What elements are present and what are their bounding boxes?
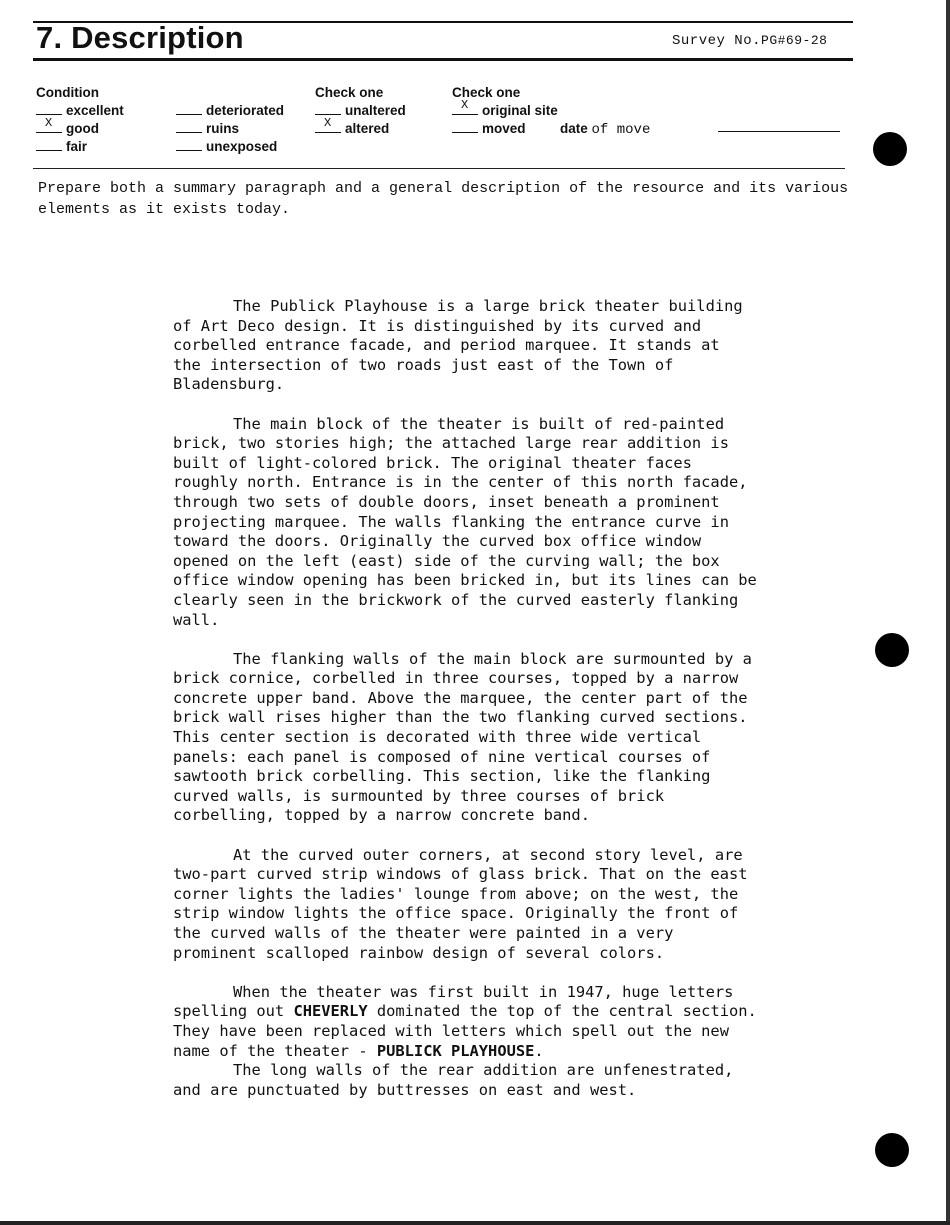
label-unaltered: unaltered — [345, 103, 406, 118]
blank-line — [36, 116, 62, 133]
checkbox-ruins[interactable] — [176, 121, 239, 136]
blank-line — [176, 122, 202, 133]
binder-hole-top — [873, 132, 907, 166]
blank-line — [176, 140, 202, 151]
paragraph-3: The flanking walls of the main block are surmounted by a brick cornice, corbelled in three courses, topped by a narrow concrete upper band. Above the marquee, the center part of the brick wall rises higher than the two flanking curved sections. This center section is decorated with three wide vertical panels: each panel is composed of nine vertical courses of sawtooth brick corbelling. This section, like the flanking curved walls, is surmounted by three courses of brick corbelling, topped by a narrow concrete band. — [173, 649, 752, 825]
p5-text-end: . — [534, 1041, 544, 1060]
instructions: Prepare both a summary paragraph and a general description of the resource and its various elements as it exists today. — [38, 180, 849, 218]
p5-text-start: When the theater was first built in 1947, huge letters spelling out — [173, 982, 734, 1021]
blank-line — [315, 116, 341, 133]
checkbox-moved[interactable] — [452, 121, 526, 136]
label-good: good — [66, 121, 99, 136]
label-deteriorated: deteriorated — [206, 103, 285, 118]
label-excellent: excellent — [66, 103, 124, 118]
label-ruins: ruins — [206, 121, 240, 136]
checkbox-fair[interactable] — [36, 139, 87, 154]
check-mark: X — [324, 116, 332, 130]
binder-hole-bottom — [875, 1133, 909, 1167]
paragraph-4: At the curved outer corners, at second story level, are two-part curved strip windows of glass brick. That on the east corner lights the ladies' lounge from above; on the west, the strip window lights the office space. Originally the front of the curved walls of the theater were painted in a very prominent scalloped rainbow design of several colors. — [173, 845, 748, 962]
label-moved: moved — [482, 121, 526, 136]
date-of-move — [560, 121, 650, 138]
condition-heading: Condition — [36, 85, 99, 100]
page-edge-right — [946, 0, 950, 1225]
check-mark: X — [461, 98, 469, 112]
label-of-move: of move — [591, 122, 651, 138]
paragraph-6: The long walls of the rear addition are unfenestrated, and are punctuated by buttresses on east and west. — [173, 1061, 734, 1099]
location-heading: Check one — [452, 85, 521, 100]
survey-number — [672, 33, 827, 49]
page-edge-bottom — [0, 1221, 950, 1225]
paragraph-5 — [173, 983, 813, 1061]
label-altered: altered — [345, 121, 390, 136]
blank-line — [36, 140, 62, 151]
checkbox-good[interactable] — [36, 116, 99, 136]
label-original-site: original site — [482, 103, 558, 118]
check-mark: X — [45, 116, 53, 130]
label-date: date — [560, 121, 588, 136]
alteration-heading: Check one — [315, 85, 384, 100]
blank-line — [452, 98, 478, 115]
checkbox-deteriorated[interactable] — [176, 103, 284, 118]
checkbox-original-site[interactable] — [452, 98, 558, 118]
checkbox-unexposed[interactable] — [176, 139, 277, 154]
blank-line — [452, 122, 478, 133]
blank-line — [315, 104, 341, 115]
label-fair: fair — [66, 139, 88, 154]
paragraph-1: The Publick Playhouse is a large brick theater building of Art Deco design. It is distinguished by its curved and corbelled entrance facade, and period marquee. It stands at the intersection of two roads just east of the Town of Bladensburg. — [173, 297, 743, 394]
section-title: 7. Description — [36, 20, 244, 55]
survey-value: PG#69-28 — [761, 33, 828, 48]
label-unexposed: unexposed — [206, 139, 278, 154]
blank-line — [176, 104, 202, 115]
blank-line — [36, 104, 62, 115]
paragraph-2: The main block of the theater is built of red-painted brick, two stories high; the attached large rear addition is built of light-colored brick. The original theater faces roughly north. Entrance is in the center of this north facade, through two sets of double doors, inset beneath a prominent projecting marquee. The walls flanking the entrance curve in toward the doors. Originally the curved box office window opened on the left (east) side of the curving wall; the box office window opening has been bricked in, but its lines can be clearly seen in the brickwork of the curved easterly flanking wall. — [173, 414, 757, 629]
new-name-publick-playhouse: PUBLICK PLAYHOUSE — [376, 1041, 535, 1060]
description-text — [173, 297, 813, 1120]
binder-hole-middle — [875, 633, 909, 667]
p5-text-mid: dominated the top of the central section. They have been replaced with letters which spell out the new name of the theater - — [173, 1002, 757, 1060]
title-rule — [33, 58, 853, 61]
old-name-cheverly: CHEVERLY — [293, 1002, 368, 1021]
form-divider — [33, 168, 845, 169]
survey-label: Survey No. — [672, 33, 762, 49]
checkbox-altered[interactable] — [315, 116, 390, 136]
date-of-move-field[interactable] — [718, 131, 840, 132]
